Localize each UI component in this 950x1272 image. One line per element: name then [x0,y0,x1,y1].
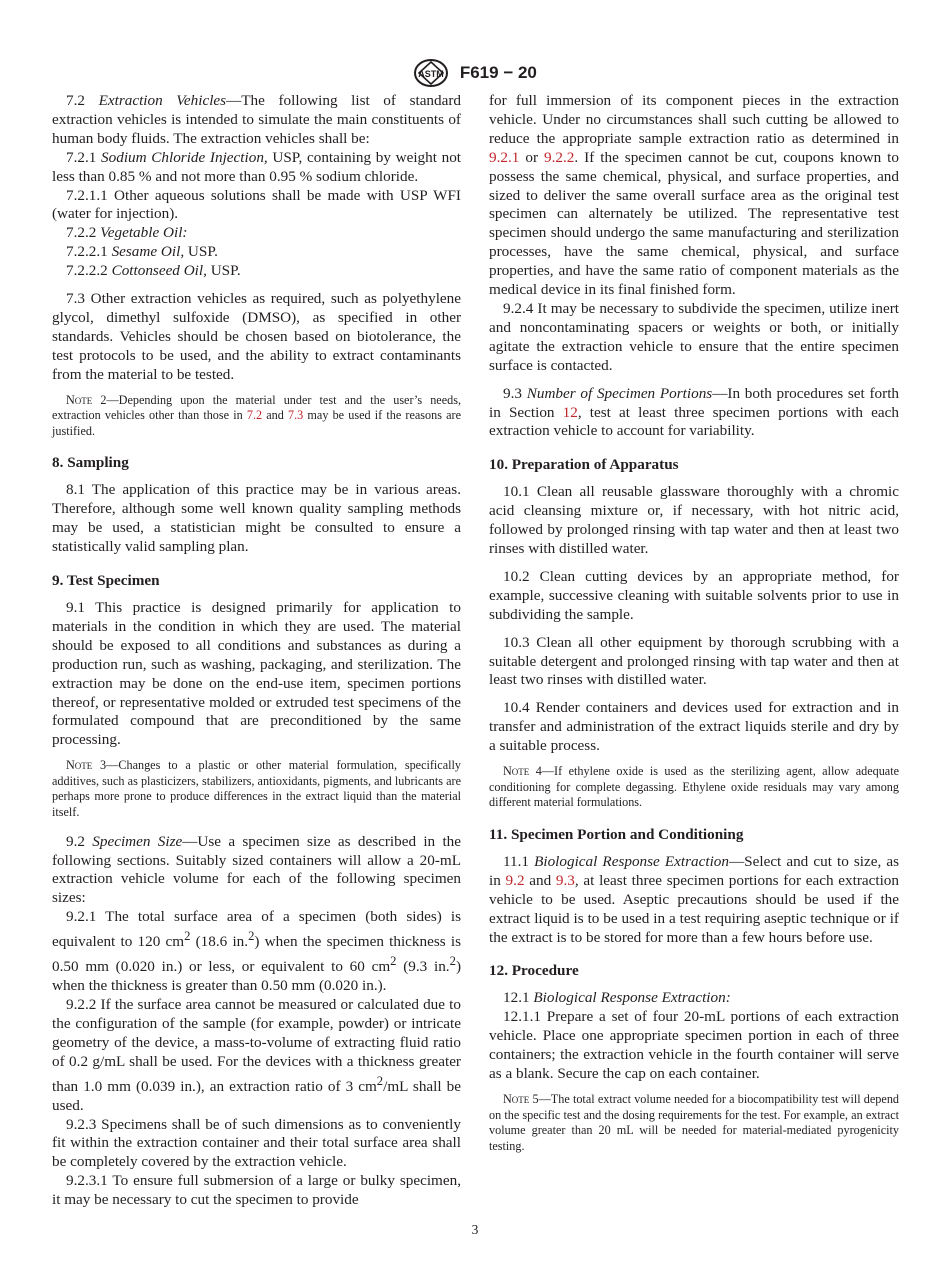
svg-text:ASTM: ASTM [418,69,444,79]
section-10-4: 10.4 Render containers and devices used for extraction and in transfer and administration of the extract liquids sterile and dry by a suitable process. [489,699,899,755]
right-column [489,92,899,1166]
section-7-2: 7.2 Extraction Vehicles—The following list of standard extraction vehicles is intended to simulate the main constituents of human body fluids. The extraction vehicles shall be: [52,92,462,147]
section-12-1-1: 12.1.1 Prepare a set of four 20-mL portions of each extraction vehicle. Place one appropriate specimen portion in each of three containers; the extraction vehicle in the fourth container will serve as a blank. Secure the cap on each container. [489,1008,899,1083]
heading-preparation-of-apparatus: 10. Preparation of Apparatus [489,456,679,474]
section-9-2-2: 9.2.2 If the surface area cannot be measured or calculated due to the configuration of the sample (for example, powder) or intricate geometry of the device, a mass-to-volume of extracting fluid ratio of 0.2 g/mL shall be used. For the devices with a thickness greater than 1.0 mm (0.039 in.), an extraction ratio of 3 $cm^2/mL$ shall be used. [52,996,462,1114]
section-8-1: 8.1 The application of this practice may be in various areas. Therefore, although some well known quality sampling methods may be used, a statistician might be consulted to ensure a statistically valid sampling plan. [52,481,461,556]
section-7-2-2: 7.2.2 Vegetable Oil: [66,224,188,242]
section-9-2-3: 9.2.3 Specimens shall be of such dimensions as to conveniently fit within the extraction container and their total surface area shall be completely covered by the extraction vehicle. [52,1115,461,1171]
heading-test-specimen: 9. Test Specimen [52,572,160,589]
section-10-1: 10.1 Clean all reusable glassware thoroughly with a chromic acid cleansing mixture or, if necessary, with hot nitric acid, followed by prolonged rinsing with tap water and then at least two rinses with distilled water. [489,483,899,558]
section-9-2-3-1-continued: for full immersion of its component pieces in the extraction vehicle. Under no circumstances shall such cutting be allowed to reduce the appropriate sample extraction ratio as determined in 9.2.1 or 9.2.2. If the specimen cannot be cut, coupons known to possess the same chemical, physical, and surface properties, and sized to deliver the same overall surface area as the original test specimen can alternately be utilized. The representative test specimen should undergo the same manufacturing and sterilization processes, have the same chemical, physical, and surface properties, and have the same ratio of component materials as the medical device in its final finished form. [489,92,899,299]
section-7-3: 7.3 Other extraction vehicles as required, such as polyethylene glycol, dimethyl sulfoxide (DMSO), as specified in other standards. Vehicles should be chosen based on biotolerance, the test protocols to be used, and the ability to extract contaminants from the material to be tested. [52,290,461,383]
ref-9-2-1-link[interactable]: 9.2.1 [489,148,520,166]
section-9-3: 9.3 Number of Specimen Portions—In both procedures set forth in Section 12, test at least three specimen portions with each extraction vehicle to account for variability. [489,384,900,440]
heading-sampling: 8. Sampling [52,454,129,472]
section-9-2-4: 9.2.4 It may be necessary to subdivide the specimen, utilize inert and noncontaminating spacers or weights or both, or initially agitate the extraction vehicle to ensure that the entire specimen surface is contacted. [489,299,899,374]
section-7-2-1-1: 7.2.1.1 Other aqueous solutions shall be made with USP WFI (water for injection). [52,186,461,223]
ref-9-2-2-link[interactable]: 9.2.2 [544,148,575,166]
standard-number: F619 − 20 [459,63,537,82]
section-10-2: 10.2 Clean cutting devices by an appropriate method, for example, successive cleaning with suitable solvents prior to use in subdividing the sample. [489,567,899,623]
left-column [52,92,461,1210]
section-11-1: 11.1 Biological Response Extraction—Select and cut to size, as in 9.2 and 9.3, at least three specimen portions for each extraction vehicle to be used. Aseptic precautions should be used if the extract liquid is to be used in a test requiring aseptic technique or if the extract is to be stored for more than a few hours before use. [489,852,899,946]
heading-procedure: 12. Procedure [489,962,579,980]
ref-9-2-link[interactable]: 9.2 [505,871,525,889]
ref-9-3-link[interactable]: 9.3 [555,871,575,889]
section-9-2: 9.2 Specimen Size—Use a specimen size as described in the following sections. Suitably sized containers will allow a 20-mL extraction vehicle volume for each of the following specimen sizes: [52,832,461,907]
section-9-2-1: 9.2.1 The total surface area of a specimen (both sides) is equivalent to 120 $cm^2$ (18.6 in.$^2$) when the specimen thickness is 0.50 mm (0.020 in.) or less, or equivalent to 60 $cm^2$ (9.3 in.$^2$) when the thickness is greater than 0.50 mm (0.020 in.). [52,908,462,995]
page-header [0,58,950,88]
section-9-1: 9.1 This practice is designed primarily for application to materials in the condition in which they are used. The material should be exposed to all conditions and substances as during a production run, such as washing, packaging, and sterilization. The extraction may be done on the end-use item, specimen portions thereof, or representative molded or extruded test specimens of the formulated compound that are preconditioned by the same processing. [52,599,461,749]
page-number: 3 [471,1222,479,1237]
section-7-2-2-2: 7.2.2.2 Cottonseed Oil, USP. [66,262,241,280]
ref-7-2-link[interactable]: 7.2 [246,408,263,423]
note-4: Note 4—If ethylene oxide is used as the sterilizing agent, allow adequate conditioning for complete degassing. Ethylene oxide residuals may vary among different material formulations. [489,764,900,810]
section-9-2-3-1: 9.2.3.1 To ensure full submersion of a large or bulky specimen, it may be necessary to cut the specimen to provide [52,1172,461,1209]
section-10-3: 10.3 Clean all other equipment by thorough scrubbing with a suitable detergent and prolonged rinsing with tap water and then at least two rinses with distilled water. [489,633,899,689]
astm-logo-icon [413,58,449,88]
note-2: Note 2—Depending upon the material under test and the user’s needs, extraction vehicles other than those in 7.2 and 7.3 may be used if the reasons are justified. [52,392,461,438]
note-5: Note 5—The total extract volume needed for a biocompatibility test will depend on the specific test and the dosing requirements for the test. For example, an extract volume greater than 20 mL will be needed for material-mediated pyrogenicity testing. [489,1091,900,1153]
ref-12-link[interactable]: 12 [562,403,578,421]
heading-specimen-portion: 11. Specimen Portion and Conditioning [489,825,744,843]
section-7-2-1: 7.2.1 Sodium Chloride Injection, USP, containing by weight not less than 0.85 % and not more than 0.95 % sodium chloride. [52,148,462,185]
section-7-2-2-1: 7.2.2.1 Sesame Oil, USP. [66,243,218,261]
note-3: Note 3—Changes to a plastic or other material formulation, specifically additives, such as plasticizers, stabilizers, antioxidants, pigments, and lubricants are perhaps more prone to produce differences in the extract liquid than the material itself. [52,758,461,820]
ref-7-3-link[interactable]: 7.3 [288,408,304,423]
section-12-1: 12.1 Biological Response Extraction: [503,989,731,1007]
